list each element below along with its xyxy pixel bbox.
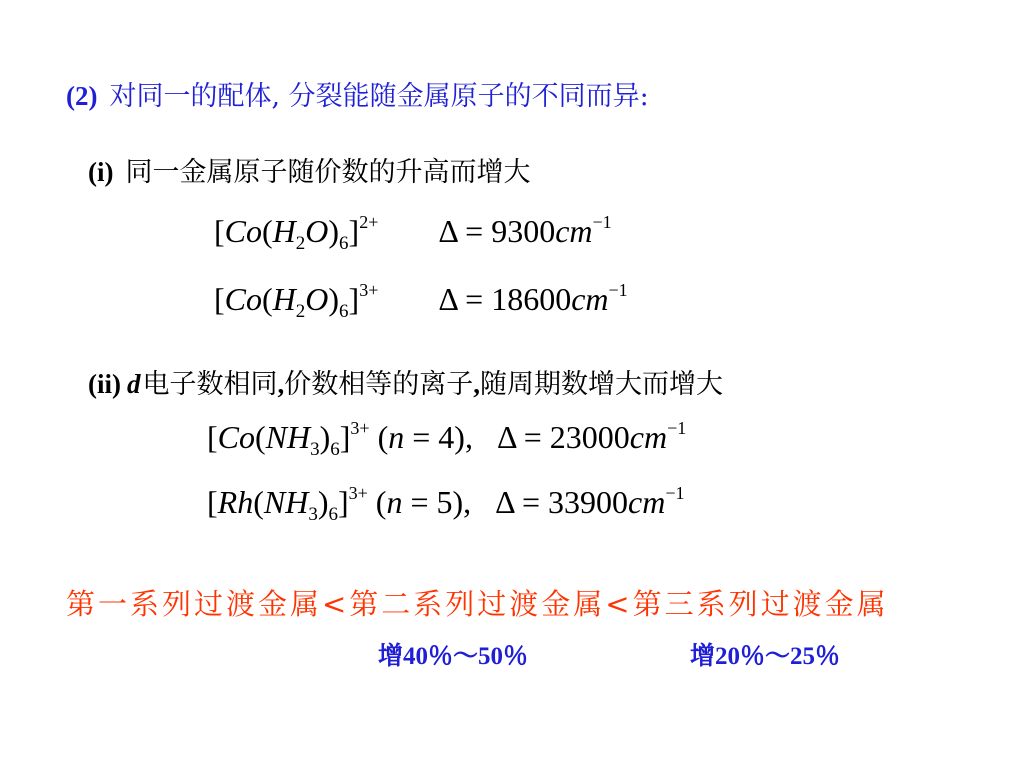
delta-value: 9300 bbox=[491, 213, 556, 249]
series-comparison: 第一系列过渡金属<第二系列过渡金属<第三系列过渡金属 bbox=[66, 587, 889, 621]
subheading-ii-comma-2: , bbox=[473, 369, 480, 399]
formula-metal: Co bbox=[224, 281, 262, 317]
formula-ligand: NH bbox=[265, 419, 311, 455]
formula-ligand: NH bbox=[263, 484, 309, 520]
formula-ligand-sub: 2 bbox=[295, 233, 306, 254]
increase-2-prefix: 增 bbox=[690, 641, 716, 670]
delta-unit: cm bbox=[555, 213, 593, 249]
formula-co-h2o-2plus: $[Co(H_2O)_6]^{2+}$ $\Delta = 9300cm^{-1}$ bbox=[214, 212, 612, 254]
subheading-ii-comma-1: , bbox=[277, 369, 285, 399]
increase-annotation-2 bbox=[690, 636, 840, 672]
formula-charge: 3+ bbox=[350, 418, 370, 438]
formula-metal: Co bbox=[217, 419, 255, 455]
formula-charge: 3+ bbox=[359, 280, 379, 300]
title-number: (2) bbox=[66, 81, 98, 111]
formula-ligand-o: O bbox=[305, 213, 329, 249]
formula-co-nh3: $[Co(NH_3)_6]^{3+}$ (n = 4), $\Delta = 23000cm^{-1}$ bbox=[207, 418, 687, 460]
subheading-ii bbox=[88, 362, 723, 401]
subheading-ii-text-c: 随周期数增大而增大 bbox=[480, 369, 723, 400]
formula-ligand: H bbox=[272, 213, 296, 249]
title-text: 对同一的配体, 分裂能随金属原子的不同而异: bbox=[109, 81, 649, 112]
subheading-i bbox=[88, 150, 530, 189]
delta-unit: cm bbox=[571, 281, 609, 317]
formula-metal: Rh bbox=[217, 484, 254, 520]
delta-unit: cm bbox=[628, 484, 666, 520]
formula-charge: 2+ bbox=[359, 212, 379, 232]
delta-unit: cm bbox=[629, 419, 668, 455]
increase-1-range: 40％～50％ bbox=[403, 643, 529, 670]
delta-value: 18600 bbox=[491, 281, 572, 317]
formula-ligand-sub: 2 bbox=[295, 301, 306, 322]
formula-n-label: n bbox=[386, 484, 403, 520]
formula-metal: Co bbox=[224, 213, 262, 249]
subheading-ii-d: d bbox=[127, 369, 141, 399]
subheading-i-number: (i) bbox=[88, 157, 114, 187]
formula-n-value: 4 bbox=[438, 419, 455, 455]
delta-unit-exp: −1 bbox=[608, 280, 628, 300]
formula-n-label: n bbox=[388, 419, 405, 455]
delta-value: 23000 bbox=[549, 419, 630, 455]
formula-count: 6 bbox=[330, 439, 340, 460]
formula-charge: 3+ bbox=[348, 483, 368, 503]
formula-co-h2o-3plus: $[Co(H_2O)_6]^{3+}$ $\Delta = 18600cm^{-1}$ bbox=[214, 280, 628, 322]
formula-ligand-sub: 3 bbox=[310, 439, 320, 460]
delta-unit-exp: −1 bbox=[665, 483, 685, 503]
delta-unit-exp: −1 bbox=[592, 212, 612, 232]
increase-annotation-1 bbox=[378, 636, 528, 672]
delta-unit-exp: −1 bbox=[667, 418, 687, 438]
formula-ligand-o: O bbox=[305, 281, 329, 317]
formula-rh-nh3: $[Rh(NH_3)_6]^{3+}$ (n = 5), $\Delta = 33900cm^{-1}$ bbox=[207, 483, 685, 525]
delta-value: 33900 bbox=[548, 484, 628, 520]
formula-count: 6 bbox=[339, 301, 349, 322]
formula-n-value: 5 bbox=[436, 484, 453, 520]
increase-2-range: 20％～25％ bbox=[715, 643, 841, 670]
subheading-ii-text-b: 价数相等的离子 bbox=[284, 369, 474, 400]
formula-ligand: H bbox=[272, 281, 296, 317]
subheading-ii-number: (ii) bbox=[88, 369, 121, 399]
subheading-i-text: 同一金属原子随价数的升高而增大 bbox=[125, 157, 531, 188]
slide-title bbox=[66, 74, 649, 113]
formula-count: 6 bbox=[339, 233, 349, 254]
subheading-ii-text-a: 电子数相同 bbox=[142, 369, 278, 400]
increase-1-prefix: 增 bbox=[378, 641, 404, 670]
formula-ligand-sub: 3 bbox=[308, 504, 318, 525]
formula-count: 6 bbox=[328, 504, 338, 525]
